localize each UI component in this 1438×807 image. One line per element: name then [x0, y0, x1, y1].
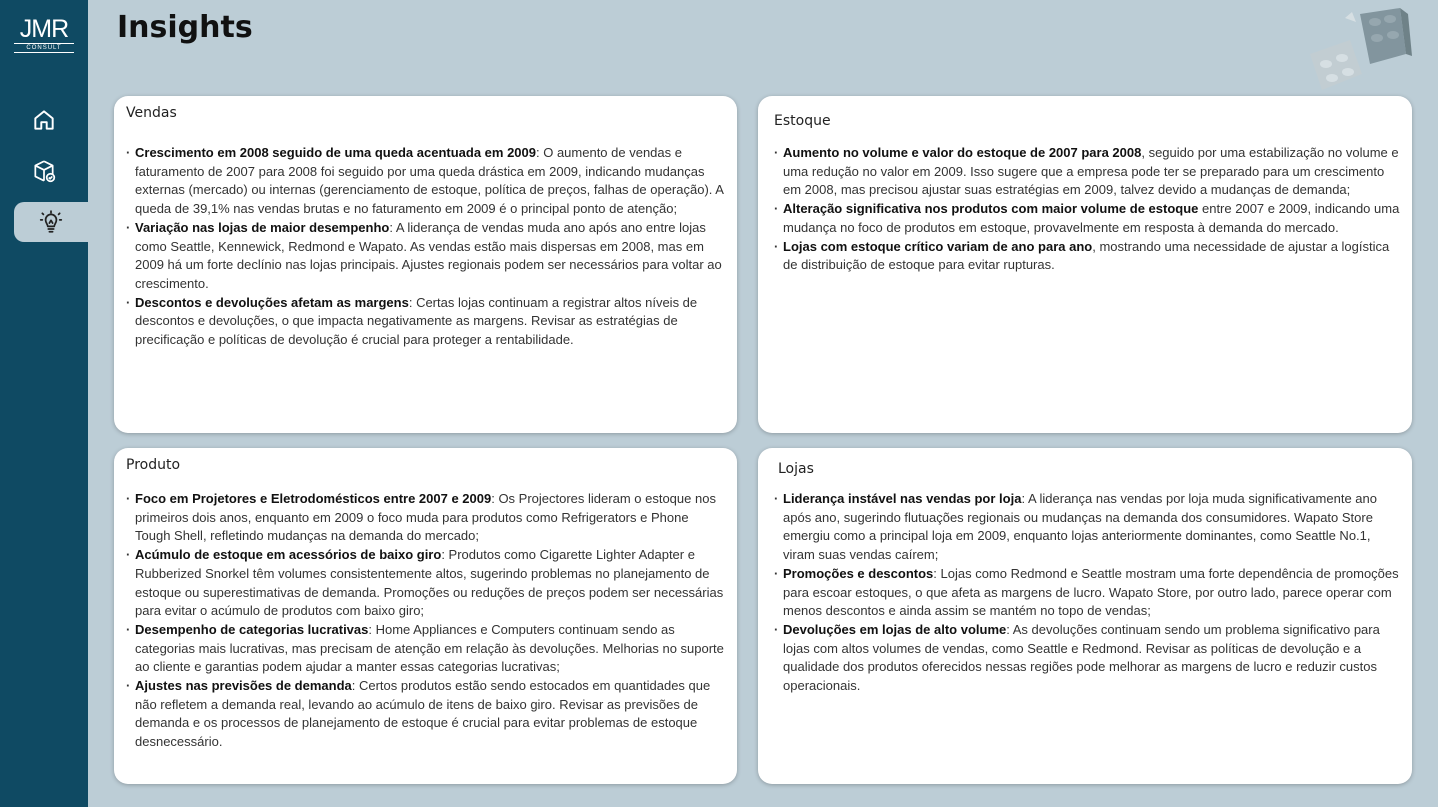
nav-insights[interactable] — [14, 202, 88, 242]
insight-list — [126, 490, 725, 752]
logo-subtext: CONSULT — [14, 43, 74, 53]
card-title: Estoque — [774, 113, 831, 129]
lego-blocks-icon — [1300, 4, 1420, 94]
list-item: · Liderança instável nas vendas por loja: A liderança nas vendas por loja muda significativamente ano após ano, sugerindo flutuações regionais ou mudanças na demanda dos consumidores. Wapato Store emergiu como a principal loja em 2009, enquanto lojas anteriormente dominantes, como Seattle No.1, viram suas vendas caírem; — [774, 490, 1400, 565]
list-item: · Alteração significativa nos produtos com maior volume de estoque entre 2007 e 2009, indicando uma mudança no foco de produtos em estoque, provavelmente em resposta à demanda do mercado. — [774, 200, 1400, 237]
sidebar — [0, 0, 88, 807]
list-item: · Lojas com estoque crítico variam de ano para ano, mostrando uma necessidade de ajustar a logística de distribuição de estoque para evitar rupturas. — [774, 238, 1400, 275]
list-item: · Ajustes nas previsões de demanda: Certos produtos estão sendo estocados em quantidades que não refletem a demanda real, levando ao acúmulo de itens de baixo giro. Revisar as previsões de demanda e os processos de planejamento de estoque é crucial para evitar problemas de estoque desnecessário. — [126, 677, 725, 752]
card-body — [774, 490, 1400, 696]
page-title: Insights — [117, 10, 253, 45]
card-title: Vendas — [126, 105, 177, 121]
logo — [10, 16, 78, 56]
list-item: · Descontos e devoluções afetam as margens: Certas lojas continuam a registrar altos níveis de descontos e devoluções, o que impacta negativamente as margens. Revisar as estratégias de precificação e políticas de devolução é crucial para proteger a rentabilidade. — [126, 294, 725, 350]
list-item: · Aumento no volume e valor do estoque de 2007 para 2008, seguido por uma estabilização no volume e uma redução no valor em 2009. Isso sugere que a empresa pode ter se preparado para um crescimento em 2008, mas precisou ajustar suas estratégias em 2009, talvez devido a mudanças de demanda; — [774, 144, 1400, 200]
card-lojas — [758, 448, 1412, 784]
list-item: · Devoluções em lojas de alto volume: As devoluções continuam sendo um problema significativo para lojas com altos volumes de vendas, como Seattle e Redmond. Revisar as políticas de devolução e a qualidade dos produtos oferecidos nessas regiões pode melhorar as margens de lucro e reduzir custos operacionais. — [774, 621, 1400, 696]
list-item: · Acúmulo de estoque em acessórios de baixo giro: Produtos como Cigarette Lighter Adapter e Rubberized Snorkel têm volumes consistentemente altos, sugerindo problemas no planejamento de estoque ou superestimativas de demanda. Promoções ou reduções de preços podem ser necessárias para evitar o acúmulo de produtos com baixo giro; — [126, 546, 725, 621]
card-title: Produto — [126, 457, 181, 473]
list-item: · Promoções e descontos: Lojas como Redmond e Seattle mostram uma forte dependência de promoções para escoar estoques, o que afeta as margens de lucro. Wapato Store, por outro lado, parece operar com menos descontos e ainda assim se mantém no topo de vendas; — [774, 565, 1400, 621]
home-icon — [31, 107, 57, 133]
card-estoque — [758, 96, 1412, 433]
list-item: · Variação nas lojas de maior desempenho: A liderança de vendas muda ano após ano entre lojas como Seattle, Kennewick, Redmond e Wapato. As vendas estão mais dispersas em 2008, mas em 2009 há um forte declínio nas lojas principais. Ajustes regionais podem ser necessários para voltar ao crescimento. — [126, 219, 725, 294]
list-item: · Desempenho de categorias lucrativas: Home Appliances e Computers continuam sendo as categorias mais lucrativas, mas precisam de atenção em relação às devoluções. Melhorias no suporte ao cliente e garantias podem ajudar a manter essas categorias lucrativas; — [126, 621, 725, 677]
card-body — [126, 144, 725, 350]
card-vendas — [114, 96, 737, 433]
insight-list — [774, 144, 1400, 275]
nav-estoque[interactable] — [0, 151, 88, 191]
card-body — [774, 144, 1400, 275]
card-produto — [114, 448, 737, 784]
nav-home[interactable] — [0, 100, 88, 140]
lightbulb-icon — [38, 209, 64, 235]
insight-list — [126, 144, 725, 350]
insight-list — [774, 490, 1400, 696]
box-check-icon — [31, 158, 57, 184]
card-title: Lojas — [778, 461, 814, 477]
card-body — [126, 490, 725, 752]
logo-text: JMR — [19, 15, 69, 43]
list-item: · Crescimento em 2008 seguido de uma queda acentuada em 2009: O aumento de vendas e faturamento de 2007 para 2008 foi seguido por uma queda drástica em 2009, indicando mudanças externas (mercado) ou internas (gerenciamento de estoque, política de preços, falhas de operação). A queda de 39,1% nas vendas brutas e no faturamento em 2009 é o principal ponto de atenção; — [126, 144, 725, 219]
list-item: · Foco em Projetores e Eletrodomésticos entre 2007 e 2009: Os Projectores lideram o estoque nos primeiros dois anos, enquanto em 2009 o foco muda para produtos como Refrigerators e Phone Tough Shell, refletindo mudanças na demanda do mercado; — [126, 490, 725, 546]
